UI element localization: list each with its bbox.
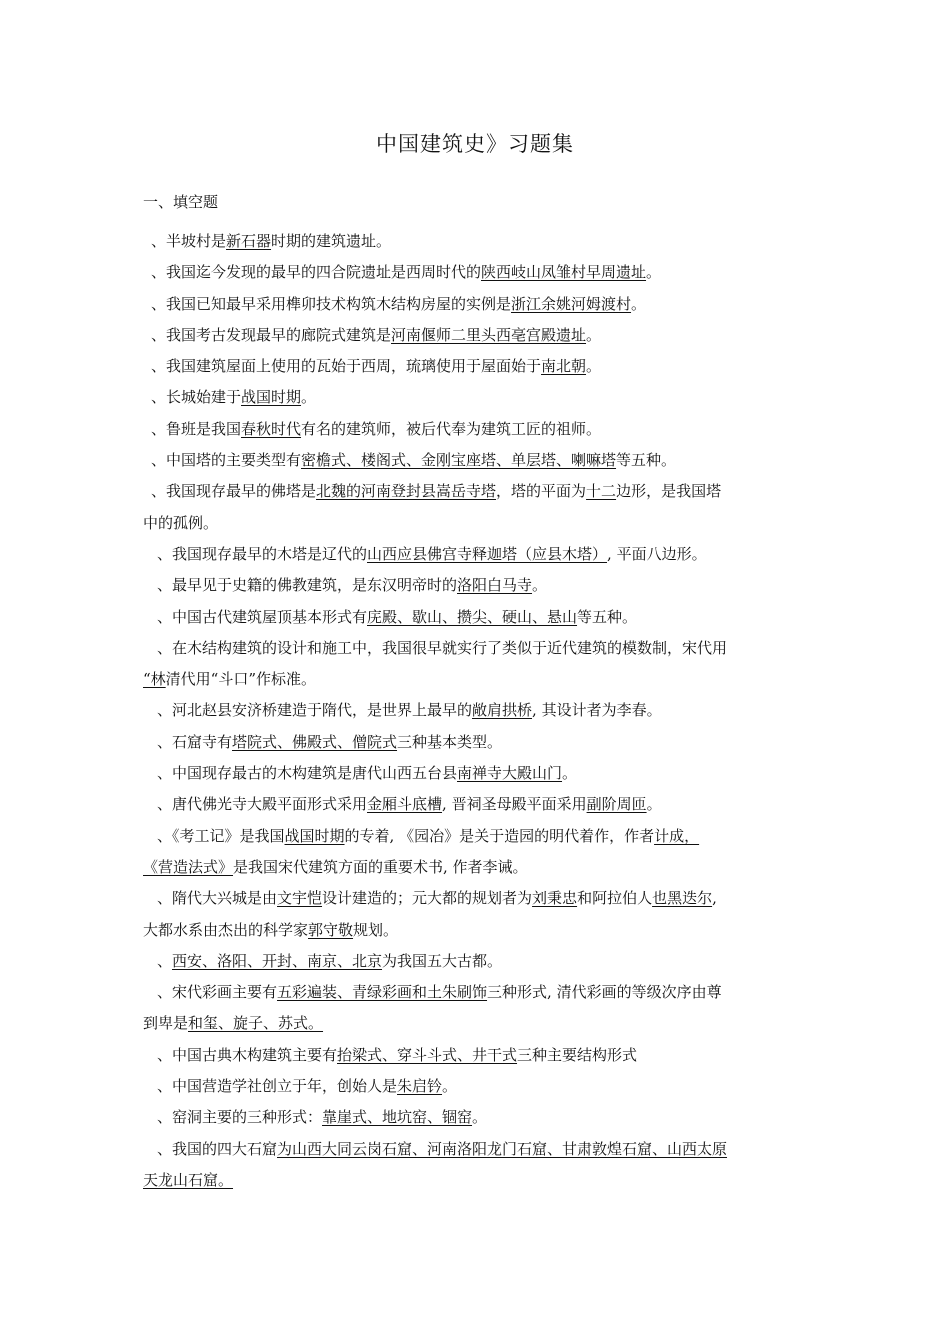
question-text: 。 [646, 795, 662, 814]
question-text: 、我国考古发现最早的廊院式建筑是 [151, 325, 392, 344]
answer-text: 抬梁式、穿斗斗式、井干式 [337, 1045, 518, 1064]
answer-text: 五彩遍装、青绿彩画和土朱刷饰 [277, 983, 488, 1002]
question-text: 、 [157, 951, 173, 970]
question-item [143, 1040, 813, 1071]
question-text: 。 [532, 576, 548, 595]
question-text: 、河北赵县安济桥建造于隋代，是世界上最早的 [157, 701, 473, 720]
answer-text: 塔院式、佛殿式、僧院式 [232, 732, 398, 751]
question-text: 三种主要结构形式 [517, 1045, 638, 1064]
answer-text: 西安、洛阳、开封、南京、北京 [172, 951, 383, 970]
question-item-continuation [143, 508, 813, 539]
question-text: 、我国的四大石窟 [157, 1139, 278, 1158]
question-item [143, 539, 813, 570]
question-text: , 其设计者为李春。 [532, 701, 662, 720]
answer-text: 战国时期 [241, 388, 302, 407]
question-text: ，塔的平面为 [496, 482, 587, 501]
question-text: 设计建造的；元大都的规划者为 [322, 889, 533, 908]
answer-text: 和玺、旋子、苏式。 [188, 1014, 324, 1033]
question-item [143, 977, 813, 1008]
answer-text: 陕西岐山凤雏村早周遗址 [481, 263, 647, 282]
question-text: 。 [631, 294, 647, 313]
question-text: 、窑洞主要的三种形式： [157, 1108, 323, 1127]
question-item [143, 226, 813, 257]
question-text: 、长城始建于 [151, 388, 242, 407]
question-text: 、我国现存最早的木塔是辽代的 [157, 544, 368, 563]
question-item-continuation [143, 1165, 813, 1196]
question-text: 。 [646, 263, 662, 282]
answer-text: 副阶周匝 [586, 795, 647, 814]
question-item [143, 727, 813, 758]
section-heading: 一、填空题 [143, 193, 219, 211]
question-item [143, 821, 813, 852]
question-text: 等五种。 [616, 451, 677, 470]
question-text: 、《考工记》是我国 [157, 826, 285, 845]
answer-text: 南禅寺大殿山门 [457, 764, 563, 783]
question-item [143, 257, 813, 288]
answer-text: 《营造法式》 [143, 857, 234, 876]
question-item [143, 476, 813, 507]
question-text: 大都水系由杰出的科学家 [143, 920, 309, 939]
answer-text: 十二 [586, 482, 617, 501]
question-item [143, 570, 813, 601]
question-text: 、我国现存最早的佛塔是 [151, 482, 317, 501]
question-item [143, 1134, 813, 1165]
question-item-continuation [143, 915, 813, 946]
answer-text: 也黑迭尔 [652, 889, 713, 908]
question-text: 、我国已知最早采用榫卯技术构筑木结构房屋的实例是 [151, 294, 512, 313]
question-text: 中的孤例。 [143, 513, 219, 532]
question-text: , 平面八边形。 [607, 544, 707, 563]
question-text: 和阿拉伯人 [577, 889, 653, 908]
question-item-continuation [143, 1008, 813, 1039]
question-text: 清代用“斗口”作标准。 [165, 670, 317, 689]
answer-text: 山西应县佛宫寺释迦塔（应县木塔） [367, 544, 608, 563]
question-text: 、中国现存最古的木构建筑是唐代山西五台县 [157, 764, 458, 783]
question-text: 。 [472, 1108, 488, 1127]
answer-text: 敞肩拱桥 [472, 701, 533, 720]
answer-text: 为山西大同云岗石窟、河南洛阳龙门石窟、甘肃敦煌石窟、山西太原 [277, 1139, 728, 1158]
question-text: 、中国塔的主要类型有 [151, 451, 302, 470]
answer-text: 洛阳白马寺 [457, 576, 533, 595]
answer-text: 浙江余姚河姆渡村 [511, 294, 632, 313]
question-text: 。 [586, 357, 602, 376]
question-text: , 晋祠圣母殿平面采用 [442, 795, 587, 814]
answer-text: 南北朝 [541, 357, 587, 376]
question-text: 的专着, 《园冶》是关于造园的明代着作，作者 [344, 826, 655, 845]
question-text: 是我国宋代建筑方面的重要术书, 作者李诫。 [233, 857, 528, 876]
answer-text: 河南偃师二里头西亳宫殿遗址 [391, 325, 587, 344]
question-text: 时期的建筑遗址。 [271, 232, 392, 250]
question-text: 。 [586, 325, 602, 344]
answer-text: 春秋时代 [241, 419, 302, 438]
question-text: 等五种。 [577, 607, 638, 626]
question-text: 为我国五大古都。 [382, 951, 503, 970]
answer-text: “林 [143, 670, 166, 689]
document-title: 中国建筑史》习题集 [376, 132, 574, 156]
question-item [143, 382, 813, 413]
question-text: 、中国古代建筑屋顶基本形式有 [157, 607, 368, 626]
question-text: 、中国营造学社创立于年，创始人是 [157, 1077, 398, 1096]
question-item [143, 1071, 813, 1102]
answer-text: 文宇恺 [277, 889, 323, 908]
question-item [143, 946, 813, 977]
question-text: 。 [442, 1077, 458, 1096]
question-item-continuation [143, 852, 813, 883]
question-list [143, 226, 813, 1196]
question-text: 有名的建筑师，被后代奉为建筑工匠的祖师。 [301, 419, 602, 438]
question-item [143, 602, 813, 633]
question-item [143, 1102, 813, 1133]
answer-text: 计成， [654, 826, 700, 845]
question-item [143, 351, 813, 382]
answer-text: 庑殿、歇山、攒尖、硬山、悬山 [367, 607, 578, 626]
answer-text: 郭守敬 [308, 920, 354, 939]
question-text: 、半坡村是 [151, 232, 227, 250]
question-text: 三种形式, 清代彩画的等级次序由尊 [487, 983, 722, 1002]
question-text: 、石窟寺有 [157, 732, 233, 751]
question-text: 规划。 [353, 920, 399, 939]
question-text: 、唐代佛光寺大殿平面形式采用 [157, 795, 368, 814]
question-text: 、宋代彩画主要有 [157, 983, 278, 1002]
question-text: 、在木结构建筑的设计和施工中，我国很早就实行了类似于近代建筑的模数制，宋代用 [157, 638, 728, 657]
question-text: 三种基本类型。 [397, 732, 503, 751]
question-item [143, 789, 813, 820]
question-item-continuation [143, 664, 813, 695]
question-item [143, 695, 813, 726]
question-item [143, 633, 813, 664]
answer-text: 北魏的河南登封县嵩岳寺塔 [316, 482, 497, 501]
answer-text: 刘秉忠 [532, 889, 578, 908]
question-text: 到卑是 [143, 1014, 189, 1033]
answer-text: 靠崖式、地坑窑、锢窑 [322, 1108, 473, 1127]
answer-text: 金厢斗底槽 [367, 795, 443, 814]
question-text: 、最早见于史籍的佛教建筑，是东汉明帝时的 [157, 576, 458, 595]
question-item [143, 320, 813, 351]
question-text: 。 [562, 764, 578, 783]
answer-text: 新石器 [226, 232, 272, 250]
question-text: 、隋代大兴城是由 [157, 889, 278, 908]
answer-text: 战国时期 [284, 826, 345, 845]
question-item [143, 883, 813, 914]
answer-text: 密檐式、楼阁式、金刚宝座塔、单层塔、喇嘛塔 [301, 451, 617, 470]
question-text: 、我国迄今发现的最早的四合院遗址是西周时代的 [151, 263, 482, 282]
question-item [143, 289, 813, 320]
question-item [143, 758, 813, 789]
question-text: , [712, 889, 717, 908]
question-text: 。 [301, 388, 317, 407]
question-text: 、鲁班是我国 [151, 419, 242, 438]
question-item [143, 445, 813, 476]
question-text: 、中国古典木构建筑主要有 [157, 1045, 338, 1064]
answer-text: 天龙山石窟。 [143, 1170, 234, 1189]
question-item [143, 414, 813, 445]
question-text: 边形，是我国塔 [616, 482, 722, 501]
answer-text: 朱启钤 [397, 1077, 443, 1096]
question-text: 、我国建筑屋面上使用的瓦始于西周，琉璃使用于屋面始于 [151, 357, 542, 376]
